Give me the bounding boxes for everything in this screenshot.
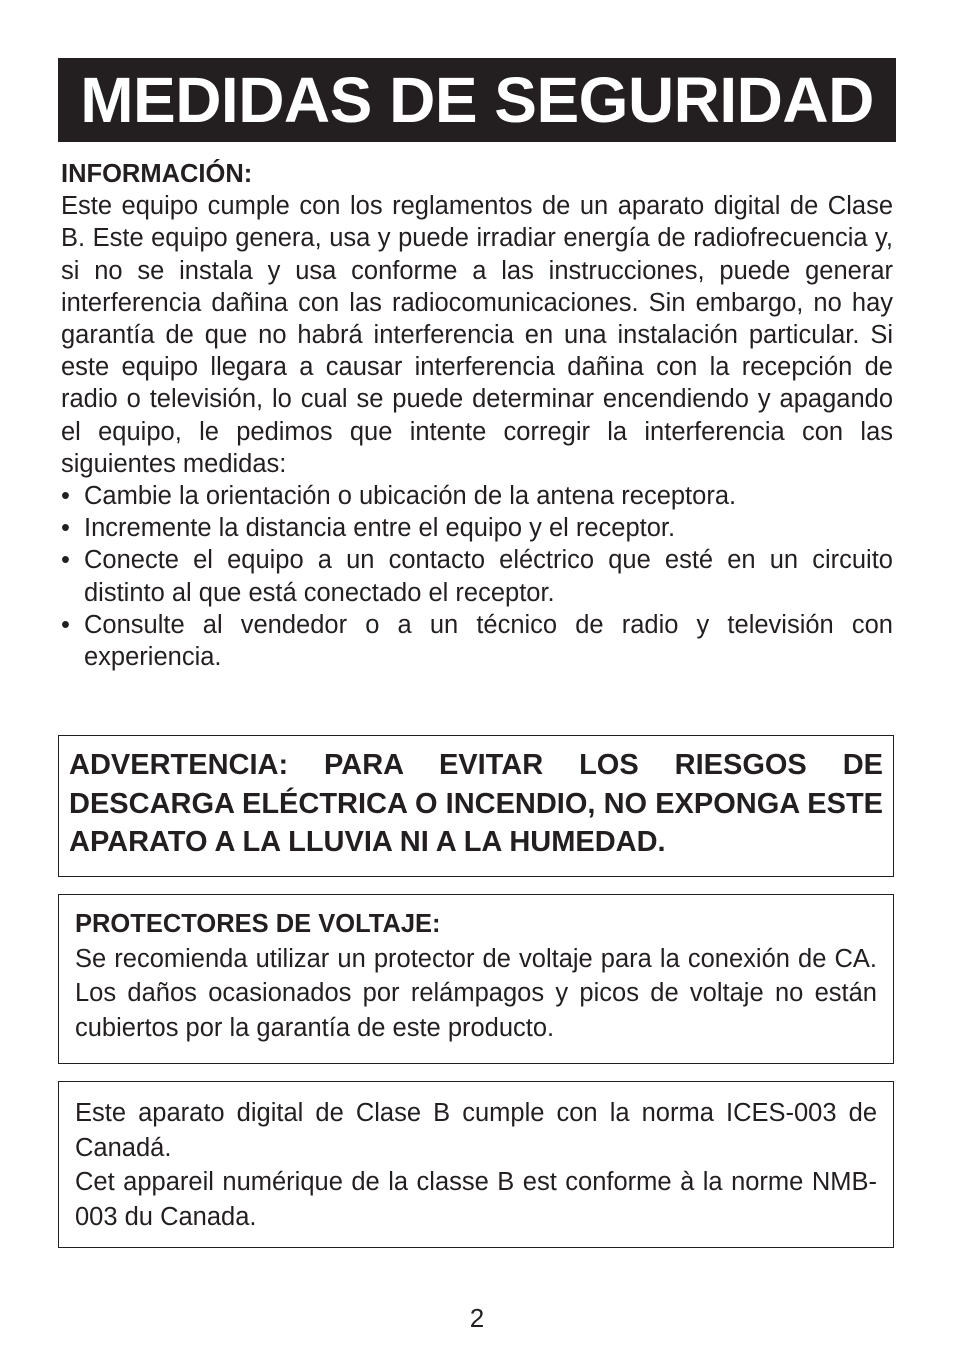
bullet-icon: •	[61, 610, 70, 639]
bullet-icon: •	[61, 546, 70, 575]
page-number: 2	[469, 1303, 485, 1333]
list-item-text: Consulte al vendedor o a un técnico de radio y televisión con experiencia.	[84, 610, 893, 672]
page-title: MEDIDAS DE SEGURIDAD	[58, 58, 896, 142]
information-heading: INFORMACIÓN:	[61, 160, 253, 188]
list-item-text: Cambie la orientación o ubicación de la antena receptora.	[84, 482, 737, 511]
ices-compliance-box	[58, 1081, 894, 1248]
ices-french-text: Cet appareil numérique de la classe B est conforme à la norme NMB-003 du Canada.	[75, 1168, 877, 1231]
voltage-protectors-heading: PROTECTORES DE VOLTAJE:	[75, 910, 441, 938]
information-body: Este equipo cumple con los reglamentos de un aparato digital de Clase B. Este equipo genera, usa y puede irradiar energía de radiofrecuencia y, si no se instala y usa conforme a las instrucciones, puede generar interferencia dañina con las radiocomunicaciones. Sin embargo, no hay garantía de que no habrá interferencia en una instalación particular. Si este equipo llegara a causar interferencia dañina con la recepción de radio o televisión, lo cual se puede determinar encendiendo y apagando el equipo, le pedimos que intente corregir la interferencia con las siguientes medidas:	[61, 192, 893, 478]
list-item	[61, 609, 893, 673]
list-item	[61, 544, 893, 608]
bullet-icon: •	[61, 482, 70, 511]
information-section	[61, 158, 893, 673]
list-item-text: Conecte el equipo a un contacto eléctrico que esté en un circuito distinto al que está conectado el receptor.	[84, 546, 893, 607]
voltage-protectors-box	[58, 894, 894, 1064]
measures-list	[61, 480, 893, 673]
warning-box	[58, 735, 894, 877]
voltage-protectors-body: Se recomienda utilizar un protector de voltaje para la conexión de CA. Los daños ocasionados por relámpagos y picos de voltaje no están cubiertos por la garantía de este producto.	[75, 944, 877, 1042]
ices-spanish-text: Este aparato digital de Clase B cumple con la norma ICES-003 de Canadá.	[75, 1099, 877, 1162]
list-item-text: Incremente la distancia entre el equipo y el receptor.	[84, 514, 676, 543]
warning-text: ADVERTENCIA: PARA EVITAR LOS RIESGOS DE DESCARGA ELÉCTRICA O INCENDIO, NO EXPONGA ESTE APARATO A LA LLUVIA NI A LA HUMEDAD.	[69, 749, 883, 858]
bullet-icon: •	[61, 514, 70, 543]
list-item	[61, 512, 893, 544]
list-item	[61, 480, 893, 512]
